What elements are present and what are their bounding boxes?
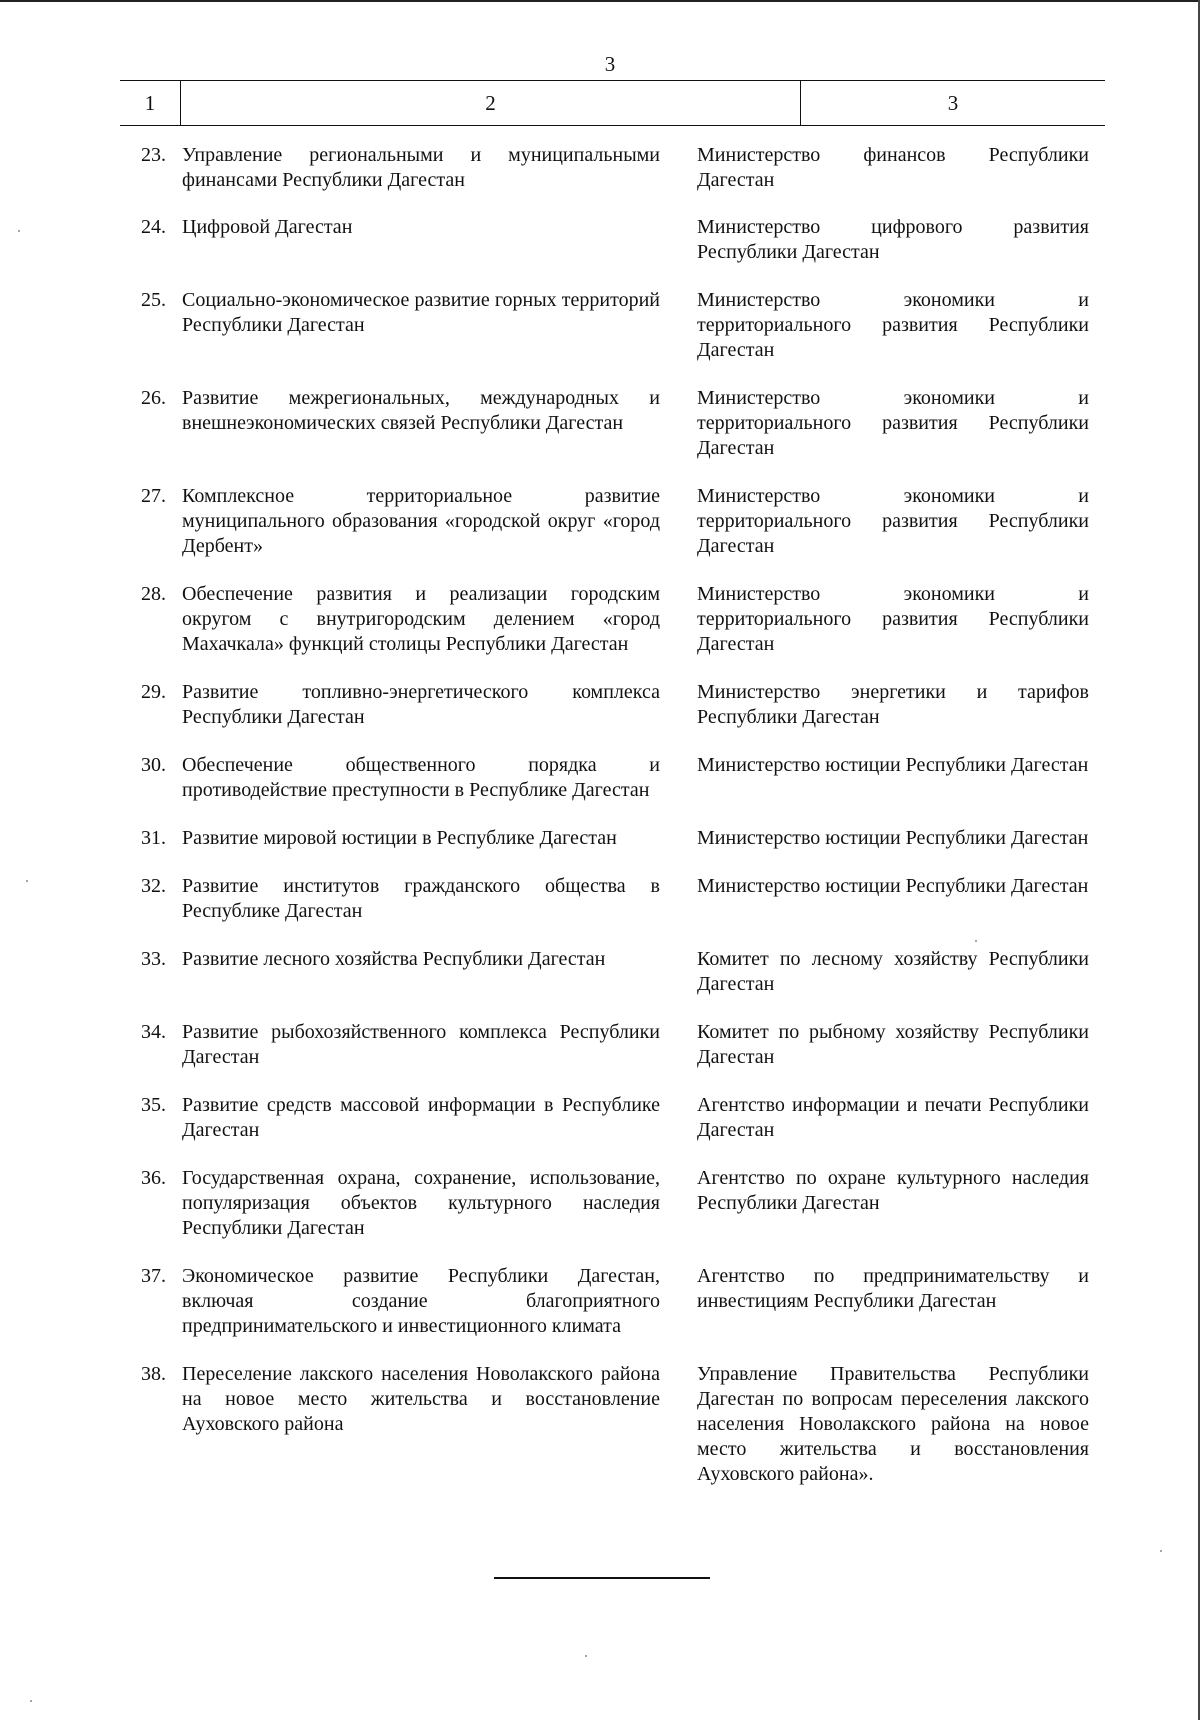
- scan-speck: [30, 1700, 32, 1702]
- row-number: 32.: [141, 875, 166, 897]
- responsible-executor: Комитет по рыбному хозяйству Республики Дагестан: [697, 1021, 1089, 1068]
- table-row: [120, 1093, 1105, 1143]
- table-row: [120, 874, 1105, 924]
- responsible-executor: Агентство информации и печати Республики Дагестан: [697, 1094, 1089, 1141]
- row-number: 24.: [141, 216, 166, 238]
- responsible-executor: Министерство юстиции Республики Дагестан: [697, 754, 1089, 776]
- row-number: 27.: [141, 485, 166, 507]
- program-name: Развитие рыбохозяйственного комплекса Республики Дагестан: [182, 1021, 660, 1068]
- scan-speck: [975, 940, 977, 942]
- program-name: Экономическое развитие Республики Дагестан, включая создание благоприятного предпринимательского и инвестиционного климата: [182, 1265, 660, 1337]
- responsible-executor: Министерство энергетики и тарифов Республики Дагестан: [697, 681, 1089, 728]
- responsible-executor: Комитет по лесному хозяйству Республики Дагестан: [697, 948, 1089, 995]
- responsible-executor: Агентство по охране культурного наследия Республики Дагестан: [697, 1167, 1089, 1214]
- scan-speck: [1160, 1550, 1162, 1552]
- table-row: [120, 1264, 1105, 1339]
- table-row: [120, 947, 1105, 997]
- program-name: Управление региональными и муниципальными финансами Республики Дагестан: [182, 144, 660, 191]
- row-number: 25.: [141, 289, 166, 311]
- program-name: Развитие топливно-энергетического комплекса Республики Дагестан: [182, 681, 660, 728]
- row-number: 36.: [141, 1167, 166, 1189]
- scan-edge-top: [0, 0, 1200, 2]
- responsible-executor: Министерство экономики и территориального развития Республики Дагестан: [697, 583, 1089, 655]
- program-name: Социально-экономическое развитие горных территорий Республики Дагестан: [182, 289, 660, 336]
- table-row: [120, 826, 1105, 851]
- header-col-1: 1: [120, 81, 181, 125]
- table-row: [120, 753, 1105, 803]
- responsible-executor: Министерство юстиции Республики Дагестан: [697, 827, 1089, 849]
- program-name: Развитие институтов гражданского общества в Республике Дагестан: [182, 875, 660, 922]
- table-row: [120, 215, 1105, 265]
- table-row: [120, 1020, 1105, 1070]
- responsible-executor: Министерство финансов Республики Дагестан: [697, 144, 1089, 191]
- closing-rule: [494, 1577, 710, 1579]
- header-col-2: 2: [181, 81, 801, 125]
- row-number: 23.: [141, 144, 166, 166]
- header-col-3: 3: [947, 91, 959, 115]
- page-number: 3: [604, 52, 616, 76]
- row-number: 26.: [141, 387, 166, 409]
- program-name: Обеспечение развития и реализации городским округом с внутригородским делением «город Махачкала» функций столицы Республики Дагестан: [182, 583, 660, 655]
- row-number: 31.: [141, 827, 166, 849]
- table-row: [120, 143, 1105, 193]
- program-name: Развитие межрегиональных, международных и внешнеэкономических связей Республики Дагестан: [182, 387, 660, 434]
- table-header: [120, 80, 1105, 126]
- scan-speck: [585, 1655, 587, 1657]
- table-row: [120, 582, 1105, 657]
- scan-speck: [18, 230, 20, 232]
- table-body: [120, 143, 1105, 1487]
- table-row: [120, 1362, 1105, 1487]
- row-number: 38.: [141, 1363, 166, 1385]
- responsible-executor: Агентство по предпринимательству и инвестициям Республики Дагестан: [697, 1265, 1089, 1312]
- scan-speck: [26, 880, 28, 882]
- table-row: [120, 680, 1105, 730]
- responsible-executor: Министерство цифрового развития Республики Дагестан: [697, 216, 1089, 263]
- responsible-executor: Управление Правительства Республики Дагестан по вопросам переселения лакского населения Новолакского района на новое место жительства и восстановления Ауховского района».: [697, 1363, 1089, 1485]
- program-name: Государственная охрана, сохранение, использование, популяризация объектов культурного наследия Республики Дагестан: [182, 1167, 660, 1239]
- program-name: Цифровой Дагестан: [182, 216, 353, 238]
- responsible-executor: Министерство экономики и территориального развития Республики Дагестан: [697, 387, 1089, 459]
- table-row: [120, 1166, 1105, 1241]
- row-number: 35.: [141, 1094, 166, 1116]
- row-number: 37.: [141, 1265, 166, 1287]
- row-number: 28.: [141, 583, 166, 605]
- program-name: Развитие мировой юстиции в Республике Дагестан: [182, 827, 617, 849]
- program-name: Переселение лакского населения Новолакского района на новое место жительства и восстановление Ауховского района: [182, 1363, 660, 1435]
- program-name: Развитие средств массовой информации в Республике Дагестан: [182, 1094, 660, 1141]
- row-number: 29.: [141, 681, 166, 703]
- table-row: [120, 288, 1105, 363]
- row-number: 34.: [141, 1021, 166, 1043]
- program-name: Комплексное территориальное развитие муниципального образования «городской округ «город Дербент»: [182, 485, 660, 557]
- responsible-executor: Министерство экономики и территориального развития Республики Дагестан: [697, 289, 1089, 361]
- row-number: 33.: [141, 948, 166, 970]
- row-number: 30.: [141, 754, 166, 776]
- program-name: Развитие лесного хозяйства Республики Дагестан: [182, 948, 606, 970]
- responsible-executor: Министерство экономики и территориального развития Республики Дагестан: [697, 485, 1089, 557]
- program-name: Обеспечение общественного порядка и противодействие преступности в Республике Дагестан: [182, 754, 660, 801]
- table-row: [120, 386, 1105, 461]
- table-row: [120, 484, 1105, 559]
- responsible-executor: Министерство юстиции Республики Дагестан: [697, 875, 1089, 897]
